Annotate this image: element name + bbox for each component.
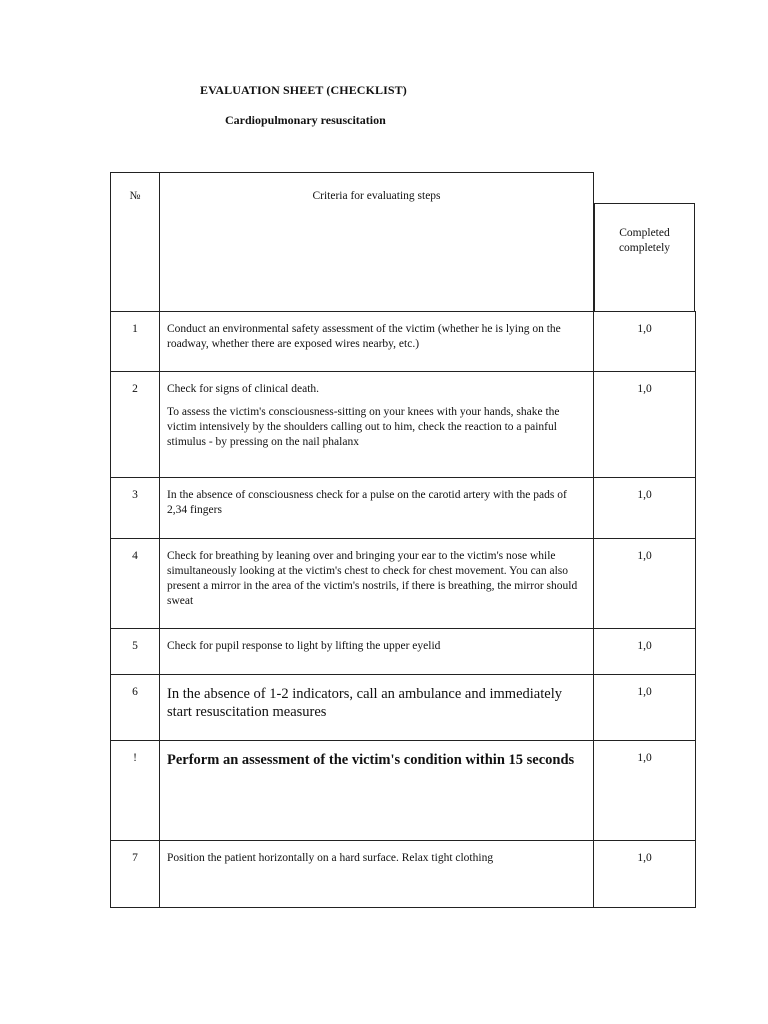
table-row — [111, 312, 696, 372]
table-row — [111, 629, 696, 675]
row-number: 2 — [111, 372, 160, 478]
completed-header — [594, 203, 695, 311]
row-number: ! — [111, 741, 160, 841]
row-score: 1,0 — [594, 539, 696, 629]
row-criteria: Check for pupil response to light by lifting the upper eyelid — [160, 629, 594, 675]
row-number: 1 — [111, 312, 160, 372]
header-num: № — [129, 190, 141, 202]
row-score: 1,0 — [594, 741, 696, 841]
row-number: 5 — [111, 629, 160, 675]
table-row — [111, 741, 696, 841]
row-criteria: Check for signs of clinical death. — [167, 383, 320, 395]
table-row — [111, 841, 696, 908]
row-criteria: In the absence of consciousness check for a pulse on the carotid artery with the pads of 2,34 fingers — [160, 478, 594, 539]
completed-label-line1: Completed — [619, 227, 670, 239]
row-score: 1,0 — [594, 312, 696, 372]
document-subtitle: Cardiopulmonary resuscitation — [225, 113, 386, 127]
row-number: 3 — [111, 478, 160, 539]
header-criteria-cell — [160, 173, 594, 312]
row-score: 1,0 — [594, 841, 696, 908]
row-score: 1,0 — [594, 478, 696, 539]
header-num-cell — [111, 173, 160, 312]
row-criteria-detail: To assess the victim's consciousness-sitting on your knees with your hands, shake the victim intensively by the shoulders calling out to him, check the reaction to a painful stimulus - by pressing on the nail phalanx — [167, 406, 560, 448]
table-row — [111, 675, 696, 741]
completed-label-line2: completely — [618, 242, 671, 254]
row-number: 6 — [111, 675, 160, 741]
row-criteria: Position the patient horizontally on a hard surface. Relax tight clothing — [160, 841, 594, 908]
table-row — [111, 372, 696, 478]
row-criteria: Check for breathing by leaning over and bringing your ear to the victim's nose while simultaneously looking at the victim's chest to check for chest movement. You can also present a mirror in the area of the victim's nostrils, if there is breathing, the mirror should sweat — [160, 539, 594, 629]
table-row — [111, 478, 696, 539]
row-criteria-cell — [160, 372, 594, 478]
table-row — [111, 539, 696, 629]
row-criteria: In the absence of 1-2 indicators, call an ambulance and immediately start resuscitation measures — [160, 675, 594, 741]
header-criteria: Criteria for evaluating steps — [312, 190, 441, 202]
row-number: 4 — [111, 539, 160, 629]
row-criteria: Perform an assessment of the victim's condition within 15 seconds — [160, 741, 594, 841]
row-score: 1,0 — [594, 372, 696, 478]
row-number: 7 — [111, 841, 160, 908]
document-title: EVALUATION SHEET (CHECKLIST) — [200, 83, 407, 97]
row-criteria: Conduct an environmental safety assessment of the victim (whether he is lying on the roadway, whether there are exposed wires nearby, etc.) — [160, 312, 594, 372]
row-score: 1,0 — [594, 675, 696, 741]
row-score: 1,0 — [594, 629, 696, 675]
